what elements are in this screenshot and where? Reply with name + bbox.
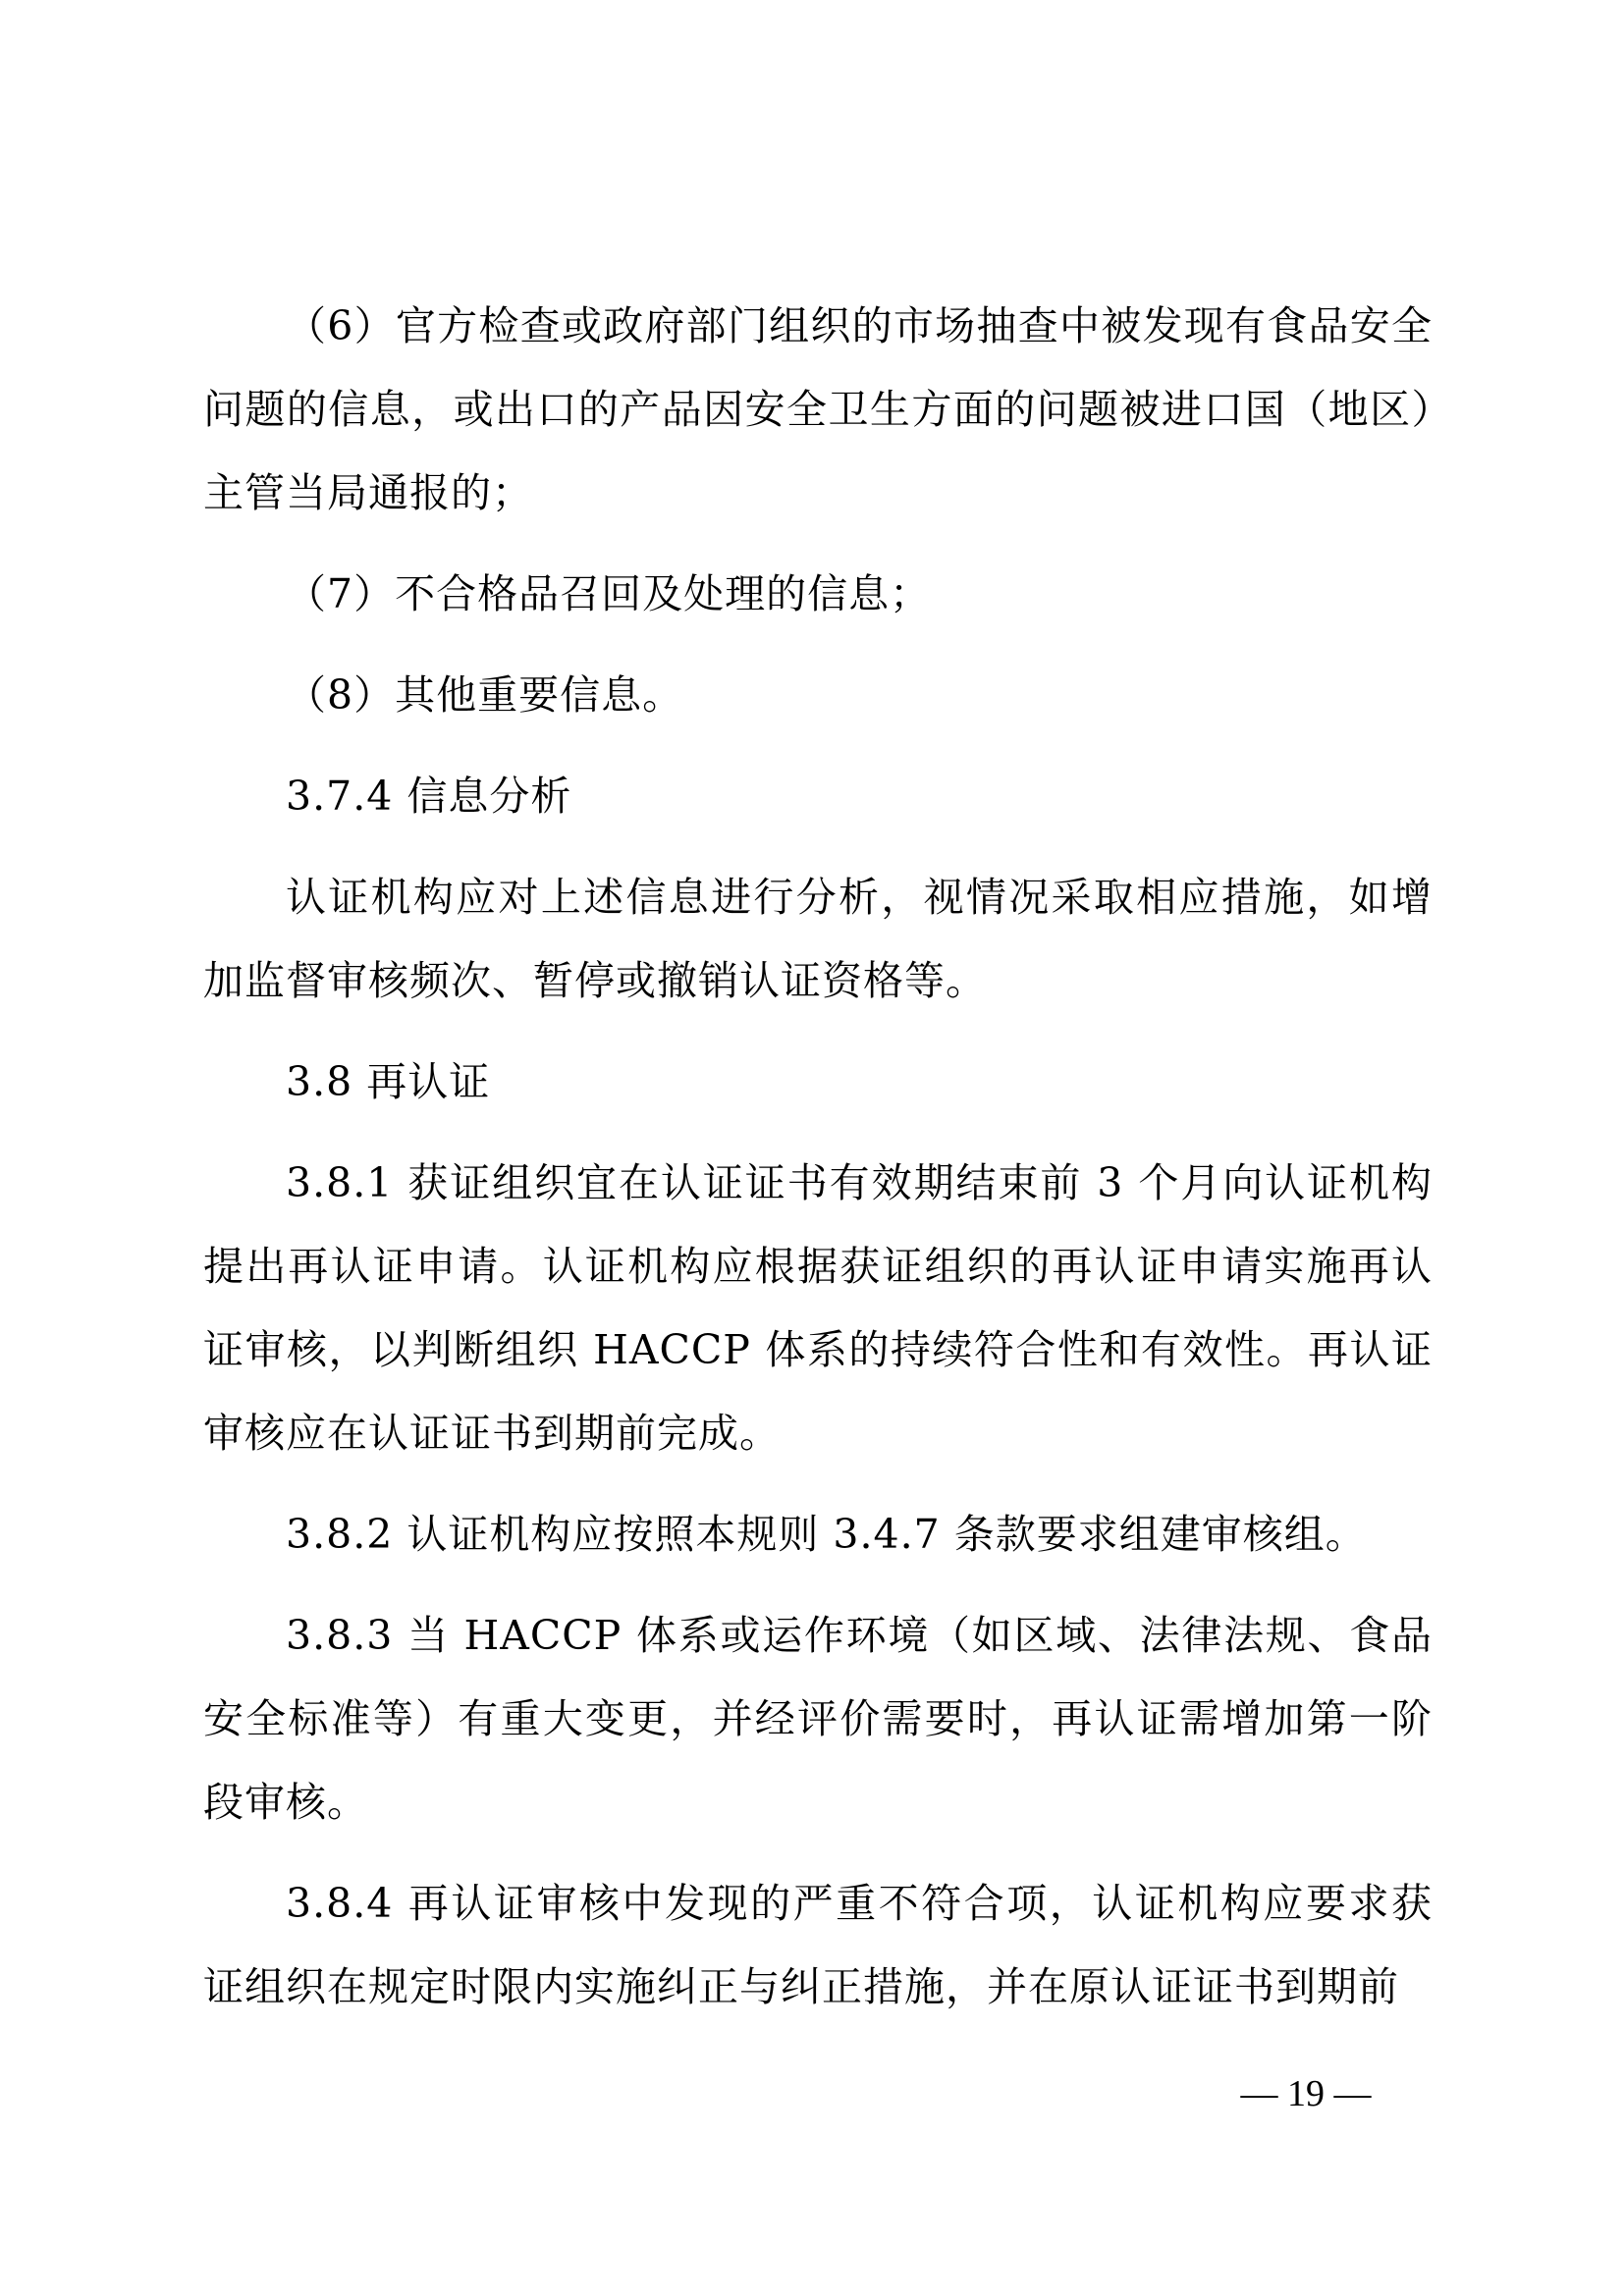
section-heading-3-7-4: 3.7.4 信息分析 [286,773,572,820]
paragraph-information-analysis: 认证机构应对上述信息进行分析，视情况采取相应措施，如增加监督审核频次、暂停或撤销认证资格等。 [203,874,1433,1004]
paragraph-item-6: （6）官方检查或政府部门组织的市场抽查中被发现有食品安全问题的信息，或出口的产品因安全卫生方面的问题被进口国（地区）主管当局通报的； [203,302,1433,516]
section-heading-3-8: 3.8 再认证 [286,1058,491,1105]
paragraph-3-8-4: 3.8.4 再认证审核中发现的严重不符合项，认证机构应要求获证组织在规定时限内实施纠正与纠正措施，并在原认证证书到期前 [203,1880,1433,2010]
paragraph-item-8: （8）其他重要信息。 [286,671,684,719]
paragraph-item-7: （7）不合格品召回及处理的信息； [286,570,932,617]
paragraph-3-8-1: 3.8.1 获证组织宜在认证证书有效期结束前 3 个月向认证机构提出再认证申请。认证机构应根据获证组织的再认证申请实施再认证审核，以判断组织 HACCP 体系的持续符合性和有效性。再认证审核应在认证证书到期前完成。 [203,1159,1433,1457]
paragraph-3-8-2: 3.8.2 认证机构应按照本规则 3.4.7 条款要求组建审核组。 [286,1511,1367,1558]
paragraph-3-8-3: 3.8.3 当 HACCP 体系或运作环境（如区域、法律法规、食品安全标准等）有重大变更，并经评价需要时，再认证需增加第一阶段审核。 [203,1612,1433,1826]
document-body [203,285,1433,2029]
page-number: — 19 — [1240,2073,1372,2114]
